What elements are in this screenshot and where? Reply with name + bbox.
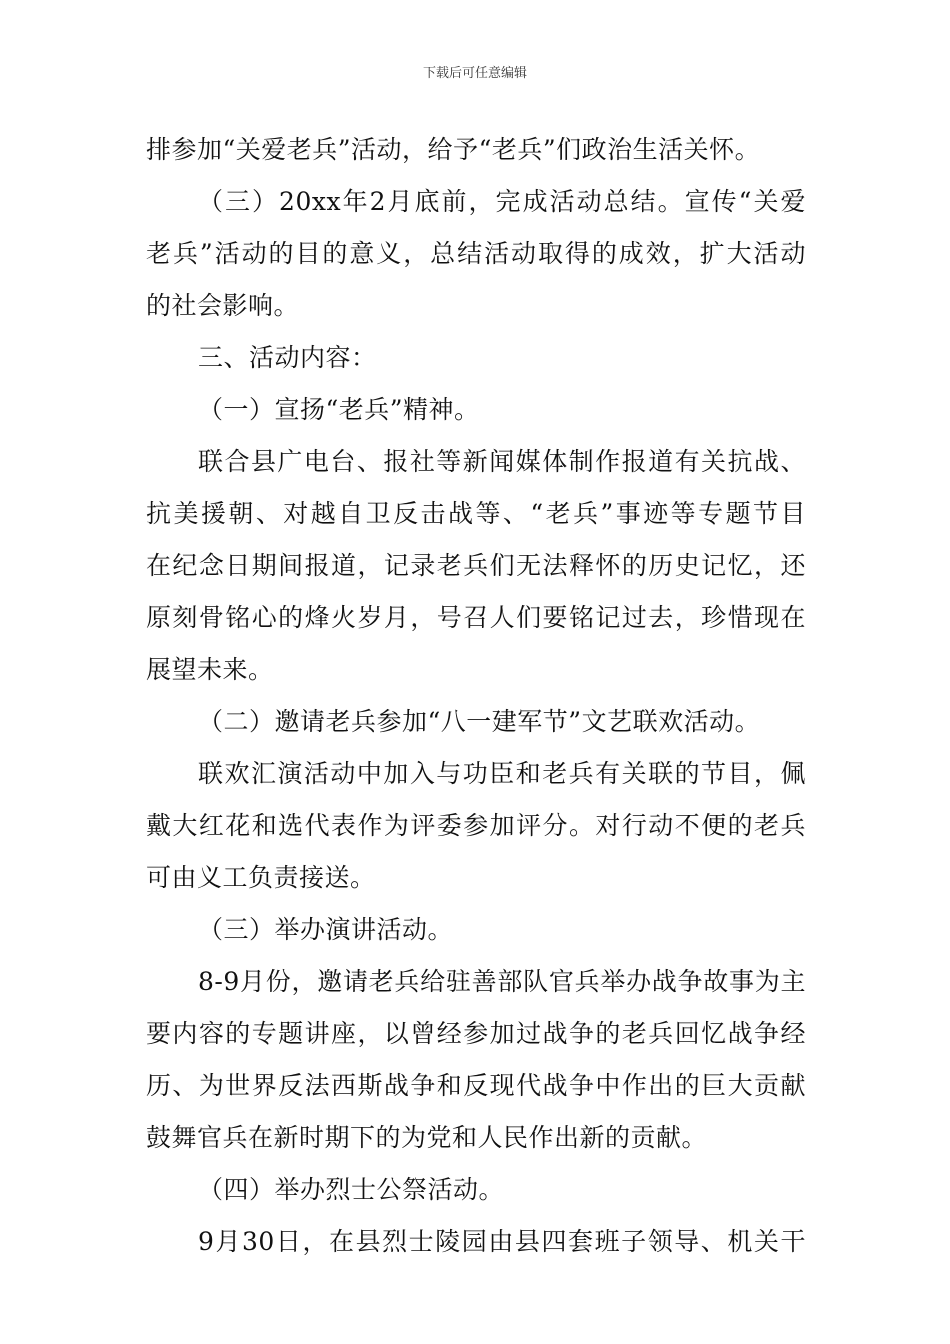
text-line: 原刻骨铭心的烽火岁月，号召人们要铭记过去，珍惜现在 — [146, 603, 806, 632]
text-line: （三）举办演讲活动。 — [198, 915, 454, 944]
text-line: 的社会影响。 — [146, 291, 300, 320]
text-line: 抗美援朝、对越自卫反击战等、“老兵”事迹等专题节目 — [146, 499, 806, 528]
page-header: 下载后可任意编辑 — [422, 66, 527, 81]
text-line: （一）宣扬“老兵”精神。 — [198, 395, 480, 424]
text-line: 三、活动内容： — [198, 343, 377, 372]
text-line: 9月30日，在县烈士陵园由县四套班子领导、机关干 — [198, 1227, 806, 1256]
text-line: 戴大红花和选代表作为评委参加评分。对行动不便的老兵 — [146, 811, 806, 840]
text-line: 可由义工负责接送。 — [146, 863, 376, 892]
text-line: （三）20xx年2月底前，完成活动总结。宣传“关爱 — [198, 187, 806, 216]
text-line: 展望未来。 — [146, 655, 274, 684]
text-line: 联欢汇演活动中加入与功臣和老兵有关联的节目，佩 — [198, 759, 806, 788]
text-line: 在纪念日期间报道，记录老兵们无法释怀的历史记忆，还 — [146, 551, 806, 580]
text-line: 历、为世界反法西斯战争和反现代战争中作出的巨大贡献 — [146, 1071, 806, 1100]
text-line: 要内容的专题讲座，以曾经参加过战争的老兵回忆战争经 — [146, 1019, 806, 1048]
text-line: （四）举办烈士公祭活动。 — [198, 1175, 505, 1204]
text-line: 8-9月份，邀请老兵给驻善部队官兵举办战争故事为主 — [198, 967, 806, 996]
document-body — [146, 124, 806, 1268]
text-line: （二）邀请老兵参加“八一建军节”文艺联欢活动。 — [198, 707, 761, 736]
text-line: 鼓舞官兵在新时期下的为党和人民作出新的贡献。 — [146, 1123, 708, 1152]
text-line: 联合县广电台、报社等新闻媒体制作报道有关抗战、 — [198, 447, 806, 476]
text-line: 老兵”活动的目的意义，总结活动取得的成效，扩大活动 — [146, 239, 806, 268]
text-line: 排参加“关爱老兵”活动，给予“老兵”们政治生活关怀。 — [146, 135, 761, 164]
